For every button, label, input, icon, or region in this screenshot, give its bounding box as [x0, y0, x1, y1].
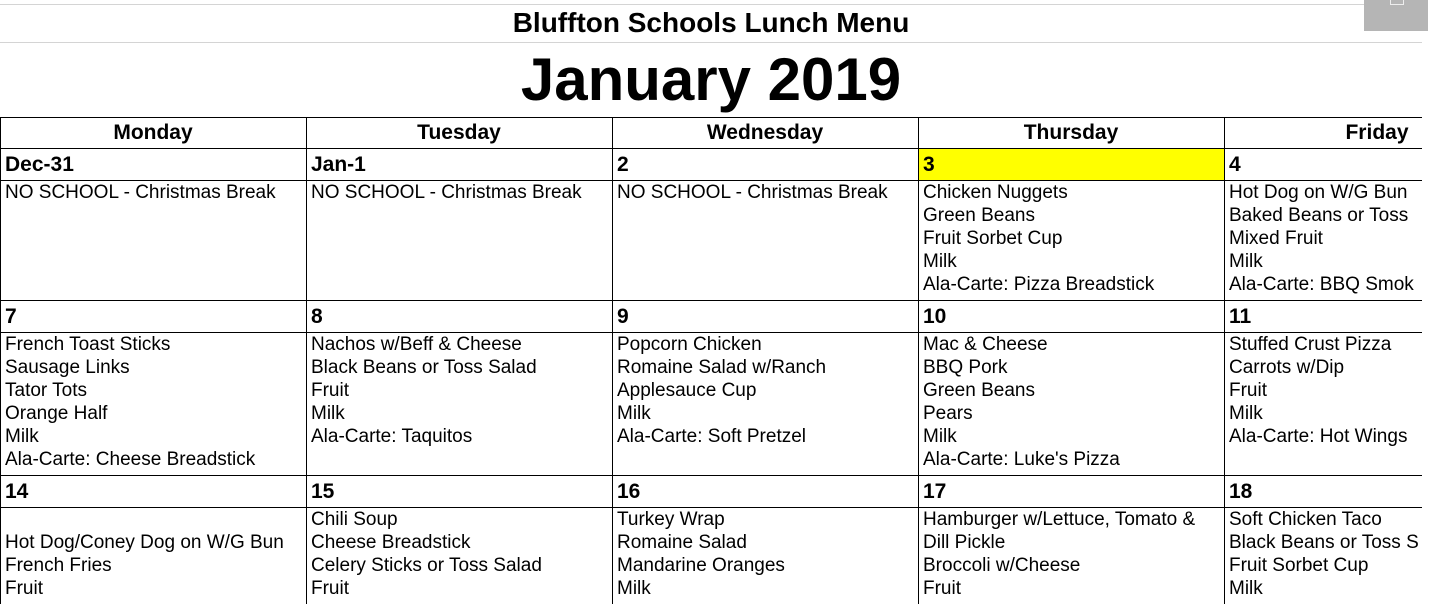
menu-cell [918, 181, 1224, 299]
menu-item: Stuffed Crust Pizza [1229, 334, 1392, 355]
menu-item: Baked Beans or Toss [1229, 205, 1409, 226]
day-header-wednesday: Wednesday [706, 121, 824, 144]
menu-item: Black Beans or Toss Salad [311, 357, 537, 378]
menu-item: Milk [1229, 578, 1263, 599]
menu-item: Mac & Cheese [923, 334, 1048, 355]
date-label: 8 [311, 305, 323, 328]
menu-item [5, 508, 306, 531]
menu-item: Fruit [1229, 380, 1267, 401]
menu-item: NO SCHOOL - Christmas Break [617, 182, 888, 203]
menu-item: Ala-Carte: BBQ Smok [1229, 274, 1414, 295]
menu-item: Hot Dog on W/G Bun [1229, 182, 1408, 203]
menu-item: Mixed Fruit [1229, 228, 1323, 249]
popout-button[interactable] [1364, 0, 1428, 31]
menu-item: Black Beans or Toss S [1229, 532, 1419, 553]
menu-cell [306, 333, 612, 474]
day-header-tuesday: Tuesday [417, 121, 501, 144]
date-label: 15 [311, 480, 335, 503]
menu-item: Sausage Links [5, 357, 130, 378]
menu-cell [306, 181, 612, 299]
menu-item: Applesauce Cup [617, 380, 757, 401]
menu-cell [0, 333, 306, 474]
menu-item: BBQ Pork [923, 357, 1008, 378]
grid-line [612, 117, 613, 604]
menu-item: Tator Tots [5, 380, 88, 401]
menu-item: Milk [311, 403, 345, 424]
date-label: 2 [617, 153, 629, 176]
menu-item: Green Beans [923, 205, 1035, 226]
month-heading: January 2019 [520, 46, 902, 113]
grid-line [918, 117, 919, 604]
grid-line [0, 117, 1, 604]
menu-cell [918, 508, 1224, 604]
day-header-monday: Monday [113, 121, 193, 144]
menu-cell [1224, 181, 1422, 299]
menu-cell [612, 181, 918, 299]
menu-item: Milk [923, 251, 957, 272]
menu-item: Mandarine Oranges [617, 555, 785, 576]
date-label: 7 [5, 305, 17, 328]
menu-item: Ala-Carte: Luke's Pizza [923, 449, 1120, 470]
menu-cell [918, 333, 1224, 474]
menu-item: Ala-Carte: Soft Pretzel [617, 426, 807, 447]
menu-item: Milk [1229, 251, 1263, 272]
menu-item: Cheese Breadstick [311, 532, 471, 553]
date-label: 11 [1229, 305, 1252, 328]
menu-item: Ala-Carte: Cheese Breadstick [5, 449, 256, 470]
menu-cell [0, 508, 306, 604]
date-label: 18 [1229, 480, 1253, 503]
menu-item: Orange Half [5, 403, 108, 424]
menu-item: Fruit Sorbet Cup [923, 228, 1063, 249]
menu-item: NO SCHOOL - Christmas Break [311, 182, 582, 203]
menu-item: Soft Chicken Taco [1229, 509, 1382, 530]
menu-item: Green Beans [923, 380, 1035, 401]
page-title: Bluffton Schools Lunch Menu [512, 7, 910, 38]
menu-item: Nachos w/Beff & Cheese [311, 334, 522, 355]
menu-item: Pears [923, 403, 973, 424]
date-label: Jan-1 [311, 153, 366, 176]
menu-cell [612, 333, 918, 474]
day-header-thursday: Thursday [1023, 121, 1119, 144]
date-label: 14 [5, 480, 29, 503]
calendar-grid [0, 117, 1422, 604]
menu-item: Milk [923, 426, 957, 447]
menu-cell [1224, 333, 1422, 474]
popout-icon [1390, 0, 1404, 5]
menu-item: Romaine Salad [617, 532, 747, 553]
menu-item: Fruit [311, 380, 349, 401]
menu-cell [0, 181, 306, 299]
menu-item: Carrots w/Dip [1229, 357, 1345, 378]
menu-item: Milk [5, 426, 39, 447]
menu-cell [306, 508, 612, 604]
menu-item: Celery Sticks or Toss Salad [311, 555, 542, 576]
menu-item: Chicken Nuggets [923, 182, 1068, 203]
menu-item: French Fries [5, 555, 112, 576]
menu-item: Ala-Carte: Pizza Breadstick [923, 274, 1155, 295]
menu-item: French Toast Sticks [5, 334, 171, 355]
menu-item: NO SCHOOL - Christmas Break [5, 182, 276, 203]
menu-item: Romaine Salad w/Ranch [617, 357, 827, 378]
menu-item: Fruit [311, 578, 349, 599]
menu-item: Milk [1229, 403, 1263, 424]
menu-cell [1224, 508, 1422, 604]
date-label: 17 [923, 480, 947, 503]
menu-item: Ala-Carte: Hot Wings [1229, 426, 1408, 447]
date-label: 4 [1229, 153, 1241, 176]
date-label: 9 [617, 305, 629, 328]
day-header-friday: Friday [1345, 121, 1409, 144]
menu-item: Milk [617, 578, 651, 599]
menu-item: Hot Dog/Coney Dog on W/G Bun [5, 532, 284, 553]
menu-item: Fruit [923, 578, 961, 599]
menu-item: Chili Soup [311, 509, 398, 530]
menu-item: Milk [617, 403, 651, 424]
menu-item: Dill Pickle [923, 532, 1006, 553]
menu-item: Turkey Wrap [617, 509, 725, 530]
date-label: 10 [923, 305, 947, 328]
menu-item: Popcorn Chicken [617, 334, 762, 355]
menu-item: Fruit Sorbet Cup [1229, 555, 1369, 576]
menu-cell [612, 508, 918, 604]
date-label: 16 [617, 480, 641, 503]
menu-item: Ala-Carte: Taquitos [311, 426, 473, 447]
date-label: 3 [918, 149, 1224, 180]
grid-line [1224, 117, 1225, 604]
menu-item: Broccoli w/Cheese [923, 555, 1081, 576]
date-label: Dec-31 [5, 153, 74, 176]
grid-line [306, 117, 307, 604]
menu-item: Hamburger w/Lettuce, Tomato & [923, 509, 1196, 530]
menu-item: Fruit [5, 578, 43, 599]
